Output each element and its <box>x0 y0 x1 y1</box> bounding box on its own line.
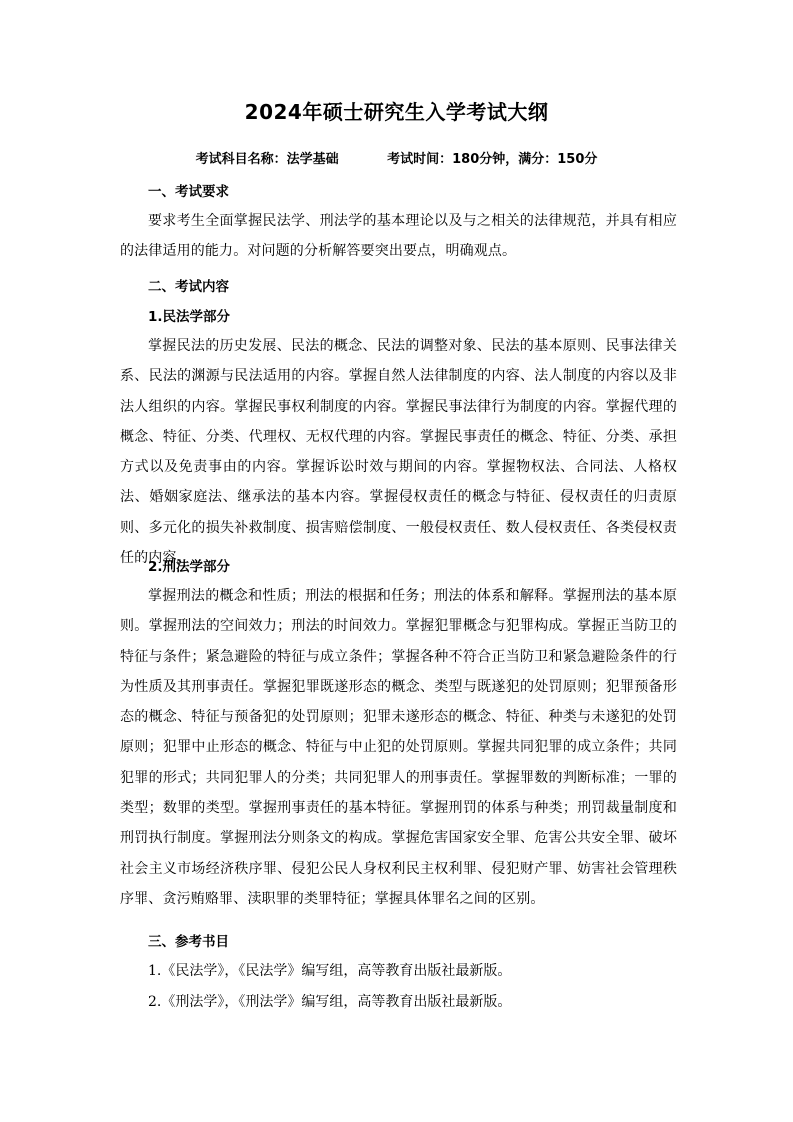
criminal-law-paragraph: 掌握刑法的概念和性质；刑法的根据和任务；刑法的体系和解释。掌握刑法的基本原则。掌握刑法的空间效力；刑法的时间效力。掌握犯罪概念与犯罪构成。掌握正当防卫的特征与条件；紧急避险的特征与成立条件；掌握各种不符合正当防卫和紧急避险条件的行为性质及其刑事责任。掌握犯罪既遂形态的概念、类型与既遂犯的处罚原则；犯罪预备形态的概念、特征与预备犯的处罚原则；犯罪未遂形态的概念、特征、种类与未遂犯的处罚原则；犯罪中止形态的概念、特征与中止犯的处罚原则。掌握共同犯罪的成立条件；共同犯罪的形式；共同犯罪人的分类；共同犯罪人的刑事责任。掌握罪数的判断标准；一罪的类型；数罪的类型。掌握刑事责任的基本特征。掌握刑罚的体系与种类；刑罚裁量制度和刑罚执行制度。掌握刑法分则条文的构成。掌握危害国家安全罪、危害公共安全罪、破坏社会主义市场经济秩序罪、侵犯公民人身权利民主权利罪、侵犯财产罪、妨害社会管理秩序罪、贪污贿赂罪、渎职罪的类罪特征；掌握具体罪名之间的区别。 <box>120 588 677 907</box>
civil-law-paragraph: 掌握民法的历史发展、民法的概念、民法的调整对象、民法的基本原则、民事法律关系、民法的渊源与民法适用的内容。掌握自然人法律制度的内容、法人制度的内容以及非法人组织的内容。掌握民事权利制度的内容。掌握民事法律行为制度的内容。掌握代理的概念、特征、分类、代理权、无权代理的内容。掌握民事责任的概念、特征、分类、承担方式以及免责事由的内容。掌握诉讼时效与期间的内容。掌握物权法、合同法、人格权法、婚姻家庭法、继承法的基本内容。掌握侵权责任的概念与特征、侵权责任的归责原则、多元化的损失补救制度、损害赔偿制度、一般侵权责任、数人侵权责任、各类侵权责任的内容。 <box>120 338 677 567</box>
requirements-paragraph: 要求考生全面掌握民法学、刑法学的基本理论以及与之相关的法律规范，并具有相应的法律适用的能力。对问题的分析解答要突出要点，明确观点。 <box>120 213 677 260</box>
subsection-heading-civil-law: 1.民法学部分 <box>148 309 231 325</box>
document-title: 2024年硕士研究生入学考试大纲 <box>244 100 549 124</box>
section-heading-requirements: 一、考试要求 <box>148 184 229 200</box>
subsection-heading-criminal-law: 2.刑法学部分 <box>148 559 231 575</box>
exam-time-score: 考试时间：180分钟，满分：150分 <box>387 152 598 167</box>
section-heading-references: 三、参考书目 <box>148 934 229 950</box>
reference-item-2: 2.《刑法学》，《刑法学》编写组，高等教育出版社最新版。 <box>148 994 512 1010</box>
exam-subject: 考试科目名称：法学基础 <box>195 152 339 167</box>
section-heading-content: 二、考试内容 <box>148 279 229 295</box>
reference-item-1: 1.《民法学》，《民法学》编写组，高等教育出版社最新版。 <box>148 963 512 979</box>
exam-meta <box>0 148 793 167</box>
